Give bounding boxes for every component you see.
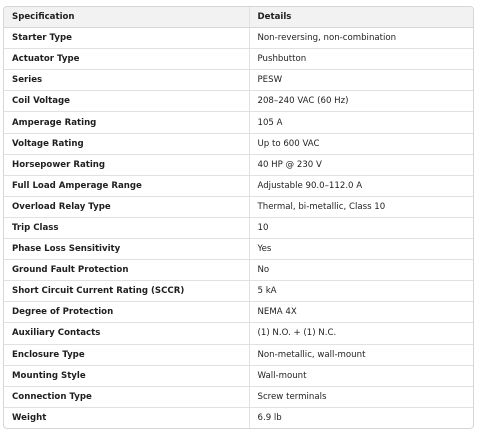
header-row: [4, 7, 473, 28]
spec-name-cell: Coil Voltage: [4, 91, 249, 112]
spec-name-cell: Mounting Style: [4, 365, 249, 386]
table-row: [4, 365, 473, 386]
table-row: [4, 302, 473, 323]
table-row: [4, 260, 473, 281]
table-row: [4, 28, 473, 49]
spec-table-container: [3, 6, 474, 429]
table-row: [4, 323, 473, 344]
table-row: [4, 154, 473, 175]
spec-name-cell: Full Load Amperage Range: [4, 175, 249, 196]
spec-value-cell: PESW: [249, 70, 473, 91]
spec-name-cell: Ground Fault Protection: [4, 260, 249, 281]
spec-value-cell: 10: [249, 217, 473, 238]
spec-name-cell: Weight: [12, 412, 47, 423]
table-row: [4, 49, 473, 70]
spec-name-cell: Phase Loss Sensitivity: [4, 239, 249, 260]
spec-value-cell: Adjustable 90.0–112.0 A: [249, 175, 473, 196]
spec-value-cell: NEMA 4X: [249, 302, 473, 323]
spec-name-cell: Starter Type: [4, 28, 249, 49]
spec-value-cell: Non-metallic, wall-mount: [249, 344, 473, 365]
spec-value-cell: 5 kA: [249, 281, 473, 302]
table-row: [4, 281, 473, 302]
spec-name-cell: Horsepower Rating: [4, 154, 249, 175]
spec-name-cell: Auxiliary Contacts: [4, 323, 249, 344]
spec-name-cell: Short Circuit Current Rating (SCCR): [4, 281, 249, 302]
spec-value-cell: No: [249, 260, 473, 281]
table-row: [4, 239, 473, 260]
spec-value-cell: 6.9 lb: [249, 407, 473, 428]
table-row: [4, 196, 473, 217]
table-row: [4, 91, 473, 112]
spec-value-cell: Screw terminals: [249, 386, 473, 407]
spec-name-cell: Amperage Rating: [4, 112, 249, 133]
table-row: [4, 344, 473, 365]
spec-name-cell: Voltage Rating: [4, 133, 249, 154]
spec-name-cell: Degree of Protection: [4, 302, 249, 323]
table-row: [4, 175, 473, 196]
spec-table: [4, 7, 473, 428]
header-details: Details: [249, 7, 473, 28]
table-row: [4, 217, 473, 238]
spec-name-cell: Connection Type: [4, 386, 249, 407]
spec-value-cell: Up to 600 VAC: [249, 133, 473, 154]
spec-name-cell: Actuator Type: [4, 49, 249, 70]
table-row: [4, 112, 473, 133]
spec-name-cell: Series: [4, 70, 249, 91]
header-specification: Specification: [4, 7, 249, 28]
table-row: [4, 133, 473, 154]
spec-name-cell: Enclosure Type: [4, 344, 249, 365]
spec-name-cell: Trip Class: [4, 217, 249, 238]
table-row: [4, 70, 473, 91]
table-row: [4, 386, 473, 407]
spec-value-cell: Non-reversing, non-combination: [249, 28, 473, 49]
table-header: [4, 7, 473, 28]
spec-value-cell: Pushbutton: [249, 49, 473, 70]
table-row: [4, 407, 473, 428]
spec-value-cell: Yes: [249, 239, 473, 260]
spec-value-cell: Thermal, bi-metallic, Class 10: [249, 196, 473, 217]
spec-value-cell: Wall-mount: [249, 365, 473, 386]
spec-value-cell: 40 HP @ 230 V: [249, 154, 473, 175]
spec-value-cell: 208–240 VAC (60 Hz): [249, 91, 473, 112]
spec-value-cell: 105 A: [249, 112, 473, 133]
table-body: [4, 28, 473, 428]
spec-value-cell: (1) N.O. + (1) N.C.: [249, 323, 473, 344]
spec-name-cell: Overload Relay Type: [4, 196, 249, 217]
